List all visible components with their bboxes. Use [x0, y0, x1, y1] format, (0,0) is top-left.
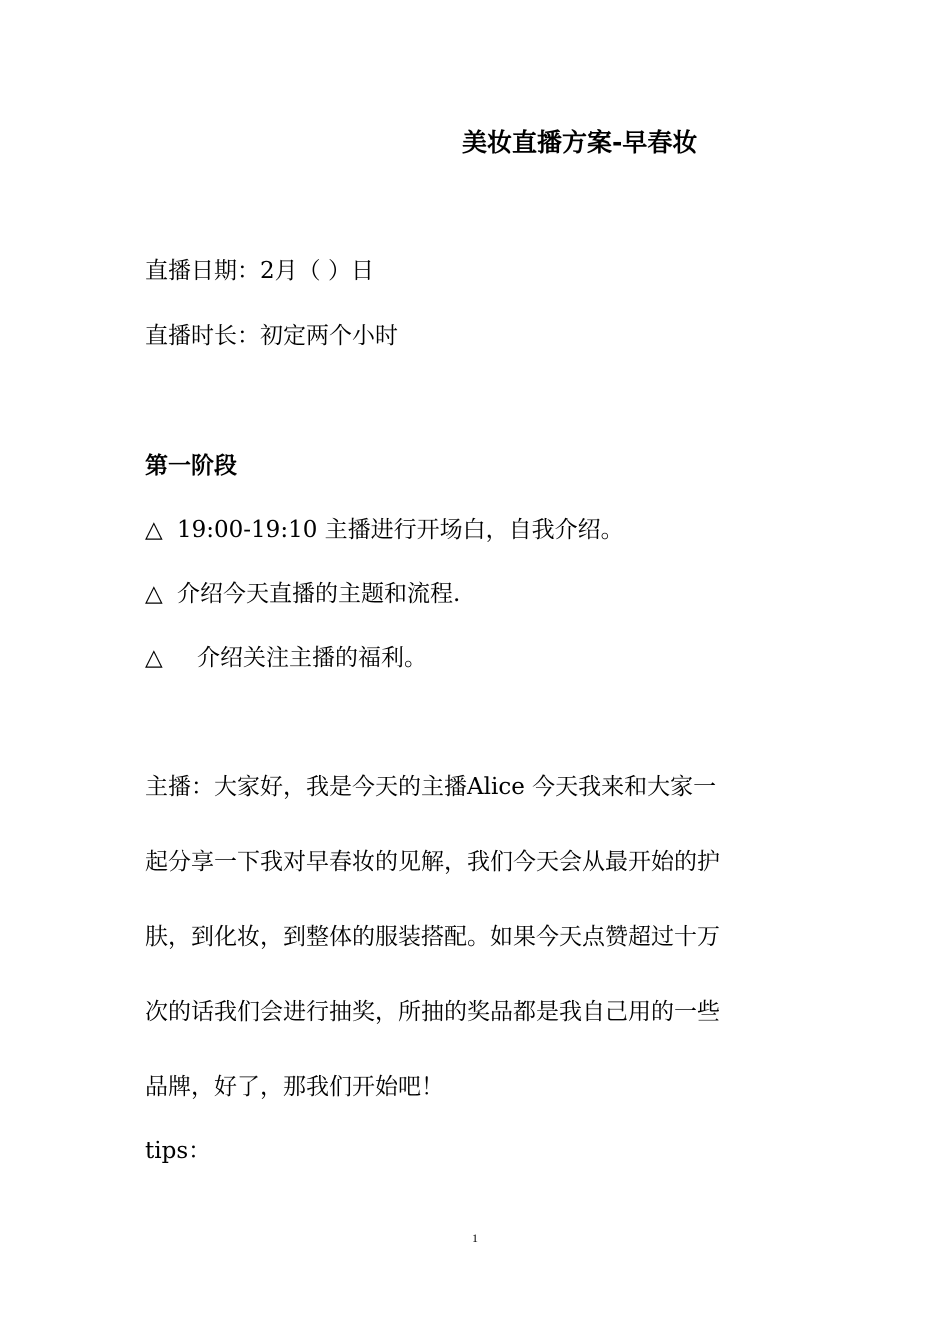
triangle-icon: △: [145, 645, 163, 671]
bullet-text: 介绍今天直播的主题和流程.: [177, 581, 461, 607]
script-line: 起分享一下我对早春妆的见解，我们今天会从最开始的护: [145, 849, 720, 875]
bullet-text: 介绍关注主播的福利。: [197, 645, 427, 671]
triangle-icon: △: [145, 517, 163, 543]
script-line: 肤，到化妆，到整体的服装搭配。如果今天点赞超过十万: [145, 924, 720, 950]
live-duration-line: 直播时长：初定两个小时: [145, 323, 398, 349]
tips-label: tips：: [145, 1138, 212, 1164]
document-title: 美妆直播方案-早春妆: [462, 128, 698, 157]
section-heading: 第一阶段: [145, 453, 237, 479]
bullet-item: [145, 513, 624, 547]
bullet-item: [145, 577, 460, 611]
triangle-icon: △: [145, 581, 163, 607]
script-line: 次的话我们会进行抽奖，所抽的奖品都是我自己用的一些: [145, 999, 720, 1025]
script-line: 主播：大家好，我是今天的主播Alice 今天我来和大家一: [145, 774, 717, 800]
page-number: 1: [472, 1231, 478, 1245]
bullet-item: [145, 641, 427, 675]
live-date-line: 直播日期：2月（ ）日: [145, 258, 374, 284]
script-line: 品牌，好了，那我们开始吧！: [145, 1074, 444, 1100]
bullet-text: 19:00-19:10 主播进行开场白，自我介绍。: [177, 517, 624, 543]
